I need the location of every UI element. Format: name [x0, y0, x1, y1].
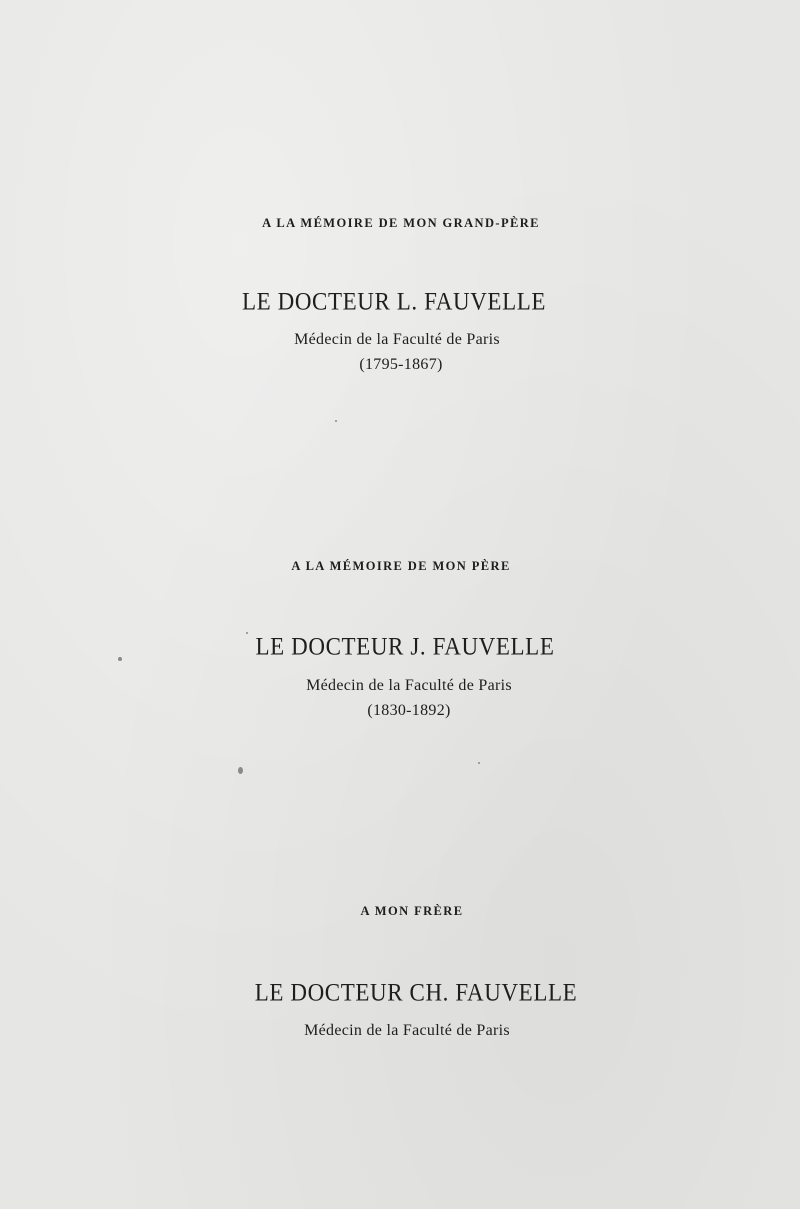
dedication-heading: A LA MÉMOIRE DE MON PÈRE: [291, 559, 511, 573]
dedication-name: LE DOCTEUR J. FAUVELLE: [255, 632, 555, 660]
dedication-heading: A LA MÉMOIRE DE MON GRAND-PÈRE: [262, 216, 540, 230]
paper-speck: [118, 657, 122, 661]
paper-speck: [335, 420, 337, 422]
dedication-dates: (1830-1892): [367, 702, 451, 719]
dedication-name: LE DOCTEUR L. FAUVELLE: [241, 287, 547, 315]
paper-speck: [246, 632, 248, 634]
dedication-title: Médecin de la Faculté de Paris: [294, 331, 500, 348]
dedication-dates: (1795-1867): [359, 356, 443, 373]
dedication-heading: A MON FRÈRE: [360, 904, 464, 918]
dedication-title: Médecin de la Faculté de Paris: [304, 1022, 510, 1039]
paper-speck: [238, 767, 243, 774]
dedication-title: Médecin de la Faculté de Paris: [306, 677, 512, 694]
paper-speck: [478, 762, 480, 764]
dedication-name: LE DOCTEUR CH. FAUVELLE: [254, 978, 578, 1006]
